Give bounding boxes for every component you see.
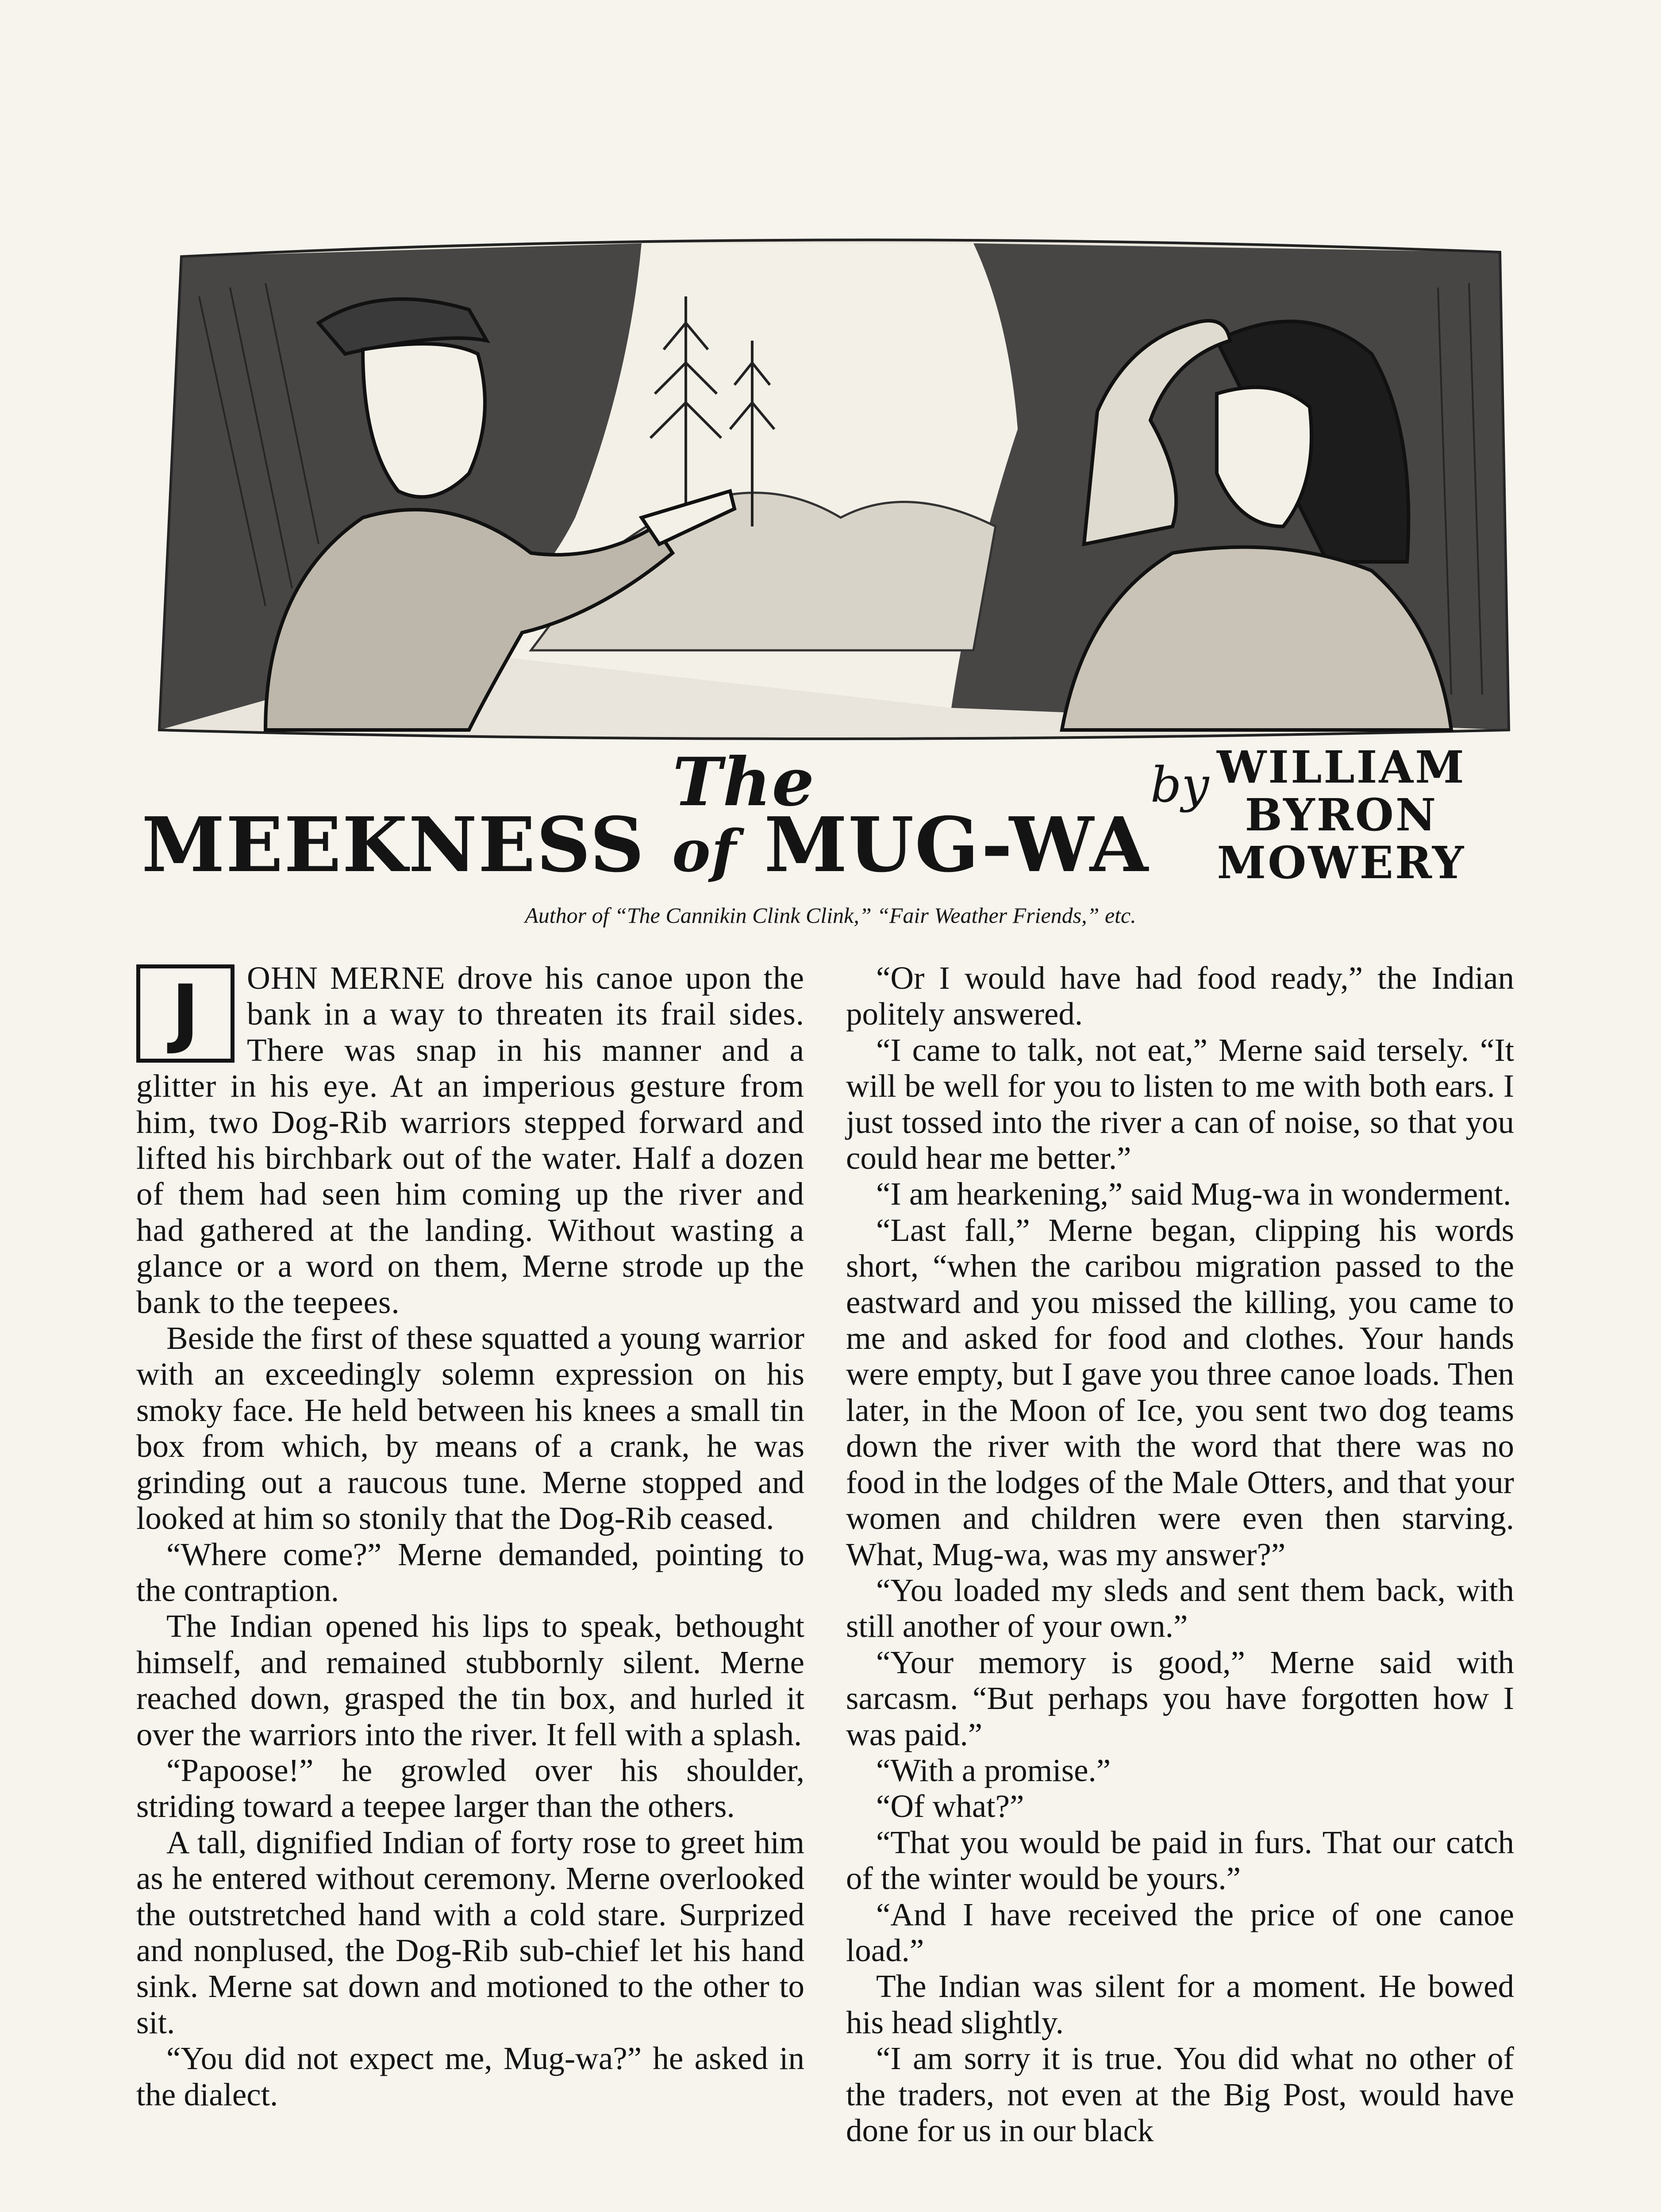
title-block bbox=[133, 726, 1518, 889]
paragraph: “Of what?” bbox=[876, 1788, 1024, 1824]
author-line: BYRON bbox=[1245, 789, 1438, 841]
opening-paragraph bbox=[136, 960, 804, 1320]
text-column-right bbox=[846, 960, 1514, 2148]
paragraph: “I am hearkening,” said Mug-wa in wonderment. bbox=[876, 1176, 1511, 1212]
header-illustration bbox=[133, 208, 1518, 765]
paragraph: The Indian opened his lips to speak, bethought himself, and remained stubbornly silent. Merne reached down, grasped the tin box, and hurled it over the warriors into the river. It fell with a splash. bbox=[136, 1608, 804, 1752]
drop-cap: J bbox=[136, 964, 235, 1063]
paragraph: “Where come?” Merne demanded, pointing to the contraption. bbox=[136, 1536, 804, 1608]
author-name bbox=[1217, 743, 1466, 887]
paragraph: Beside the first of these squatted a young warrior with an exceedingly solemn expression on his smoky face. He held between his knees a small tin box from which, by means of a crank, he was grinding out a raucous tune. Merne stopped and looked at him so stonily that the Dog-Rib ceased. bbox=[136, 1320, 804, 1536]
paragraph: “That you would be paid in furs. That our catch of the winter would be yours.” bbox=[846, 1824, 1514, 1897]
paragraph: “Papoose!” he growled over his shoulder, striding toward a teepee larger than the others. bbox=[136, 1752, 804, 1824]
opening-text: OHN MERNE drove his canoe upon the bank in a way to threaten its frail sides. There was snap in his manner and a glitter in his eye. At an imperious gesture from him, two Dog-Rib warriors stepped forward and lifted his birchbark out of the water. Half a dozen of them had seen him coming up the river and had gathered at the landing. Without wasting a glance or a word on them, Merne strode up the bank to the teepees. bbox=[136, 960, 804, 1320]
story-title bbox=[142, 801, 1149, 889]
text-column-left bbox=[136, 960, 804, 2112]
title-the: The bbox=[673, 743, 815, 821]
paragraph: “And I have received the price of one canoe load.” bbox=[846, 1896, 1514, 1968]
author-credit: Author of “The Cannikin Clink Clink,” “Fair Weather Friends,” etc. bbox=[525, 903, 1136, 928]
paragraph: “Last fall,” Merne began, clipping his words short, “when the caribou migration passed to the eastward and you missed the killing, you came to me and asked for food and clothes. Your hands were empty, but I gave you three canoe loads. Then later, in the Moon of Ice, you sent two dog teams down the river with the word that there was no food in the lodges of the Male Otters, and that your women and children were even then starving. What, Mug-wa, was my answer?” bbox=[846, 1212, 1514, 1572]
paragraph: “I am sorry it is true. You did what no other of the traders, not even at the Big Post, would have done for us in our black bbox=[846, 2040, 1514, 2148]
author-line: WILLIAM bbox=[1217, 741, 1466, 793]
paragraph: “You loaded my sleds and sent them back, with still another of your own.” bbox=[846, 1572, 1514, 1644]
title-meekness: MEEKNESS bbox=[142, 801, 673, 889]
title-of: of bbox=[672, 817, 737, 885]
paragraph: “Your memory is good,” Merne said with sarcasm. “But perhaps you have forgotten how I was paid.” bbox=[846, 1644, 1514, 1752]
author-line: MOWERY bbox=[1217, 837, 1466, 889]
byline-by: by bbox=[1150, 757, 1209, 813]
title-mug-wa: MUG-WA bbox=[737, 801, 1149, 889]
paragraph: “I came to talk, not eat,” Merne said tersely. “It will be well for you to listen to me with both ears. I just tossed into the river a can of noise, so that you could hear me better.” bbox=[846, 1032, 1514, 1176]
paragraph: “With a promise.” bbox=[876, 1752, 1111, 1788]
paragraph: “Or I would have had food ready,” the Indian politely answered. bbox=[846, 960, 1514, 1032]
paragraph: A tall, dignified Indian of forty rose to greet him as he entered without ceremony. Merne overlooked the outstretched hand with a cold stare. Surprized and nonplused, the Dog-Rib sub-chief let his hand sink. Merne sat down and motioned to the other to sit. bbox=[136, 1824, 804, 2040]
paragraph: “You did not expect me, Mug-wa?” he asked in the dialect. bbox=[136, 2040, 804, 2112]
paragraph: The Indian was silent for a moment. He bowed his head slightly. bbox=[846, 1968, 1514, 2040]
